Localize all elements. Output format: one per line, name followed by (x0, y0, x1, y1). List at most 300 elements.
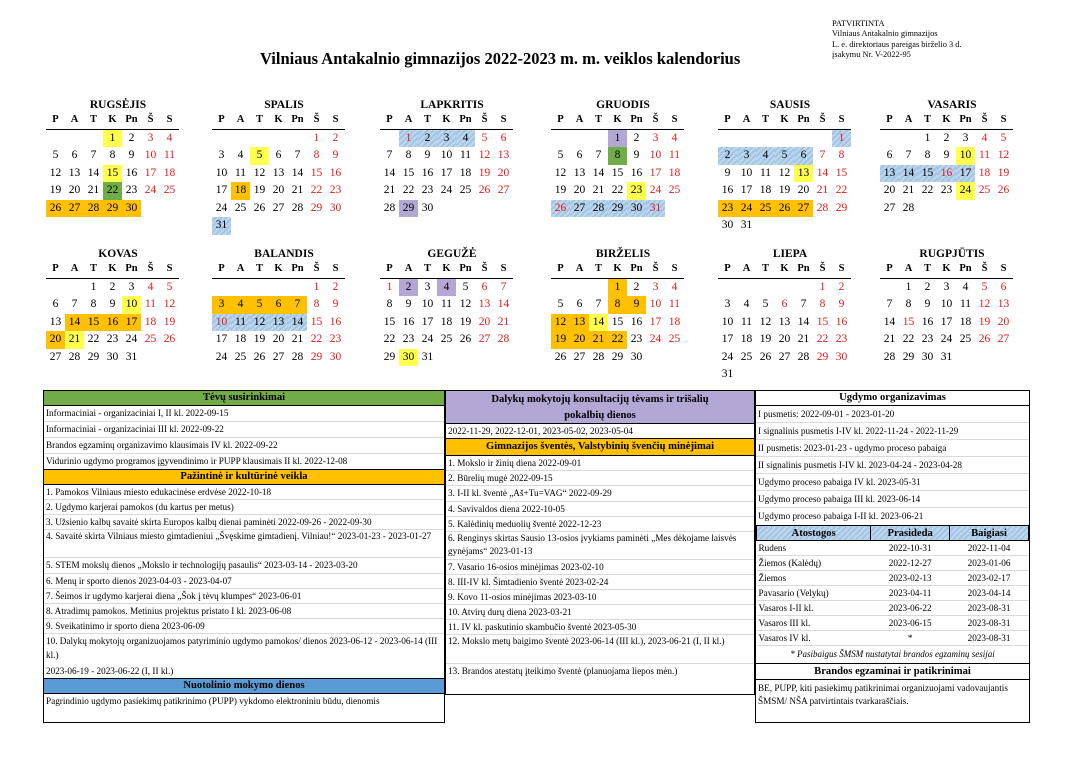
day-cell: 7 (90, 149, 97, 161)
day-cell: 15 (402, 166, 415, 179)
parent-meeting-item: Vidurinio ugdymo programos įgyvendinimo ir PUPP klausimais II kl. 2022-12-08 (44, 454, 444, 470)
day-cell: 27 (272, 350, 285, 363)
day-cell: 22 (310, 333, 323, 345)
day-cell: 12 (997, 149, 1010, 161)
day-cell: 23 (125, 184, 138, 196)
weekday-header: Š (475, 112, 494, 130)
vacation-start: * (871, 631, 950, 646)
day-cell: 12 (778, 166, 791, 179)
day-cell: 20 (272, 184, 285, 196)
cultural-activity-item: 4. Savaitė skirta Vilniaus miesto gimtadieniui „Švęskime gimtadienį. Vilniau!“ 2023-01-23 - 2023-01-27 (44, 530, 444, 558)
day-cell: 22 (87, 333, 100, 345)
empty-day-cell (65, 130, 84, 148)
weekday-header: Pn (956, 261, 975, 279)
day-cell: 15 (835, 166, 848, 179)
day-cell: 29 (310, 201, 323, 214)
weekday-header: P (880, 261, 899, 279)
month-calendar (380, 98, 530, 217)
weekday-header: A (231, 112, 250, 130)
empty-day-cell (880, 279, 899, 297)
day-cell: 2 (924, 280, 931, 293)
vacation-start: 2022-12-27 (871, 556, 950, 571)
day-cell: 21 (797, 333, 810, 345)
day-cell: 3 (424, 280, 431, 293)
weekday-header: A (399, 112, 418, 130)
celebration-item: 6. Renginys skirtas Sausio 13-osios įvykiams paminėti „Mes dėkojame laisvės gynėjams“ 2023-01-13 (446, 532, 754, 560)
weekday-header: P (551, 261, 570, 279)
celebration-item: 12. Mokslo metų baigimo šventė 2023-06-14 (III kl.), 2023-06-21 (I, II kl.) (446, 635, 754, 664)
day-cell: 21 (65, 331, 84, 349)
month-grid (380, 261, 530, 366)
day-cell: 27 (883, 201, 896, 214)
weekday-header: S (994, 112, 1013, 130)
day-cell: 7 (288, 296, 307, 314)
weekday-header: K (269, 112, 288, 130)
weekday-header: Pn (288, 261, 307, 279)
day-cell: 14 (883, 315, 896, 328)
empty-day-cell (589, 130, 608, 148)
day-cell: 10 (721, 315, 734, 328)
day-cell: 13 (570, 314, 589, 332)
day-cell: 4 (166, 131, 173, 144)
weekday-header: K (103, 112, 122, 130)
day-cell: 12 (554, 166, 567, 179)
day-cell: 15 (310, 315, 323, 328)
vacation-start: 2023-02-13 (871, 571, 950, 586)
remote-learning-header: Nuotolinio mokymo dienos (44, 679, 444, 694)
day-cell: 25 (756, 200, 775, 218)
day-cell: 5 (1000, 131, 1007, 144)
day-cell: 16 (421, 166, 434, 179)
day-cell: 11 (759, 166, 772, 179)
day-cell: 24 (421, 333, 434, 345)
day-cell: 25 (668, 333, 681, 345)
empty-day-cell (570, 279, 589, 297)
day-cell: 31 (421, 350, 434, 363)
cultural-activity-item: 9. Sveikatinimo ir sporto diena 2023-06-09 (44, 619, 444, 634)
empty-day-cell (813, 130, 832, 148)
day-cell: 10 (956, 147, 975, 165)
empty-day-cell (775, 130, 794, 148)
day-cell: 30 (122, 200, 141, 218)
day-cell: 29 (608, 200, 627, 218)
empty-day-cell (570, 130, 589, 148)
day-cell: 29 (383, 350, 396, 363)
weekday-header: S (494, 112, 513, 130)
month-calendar (551, 98, 701, 217)
day-cell: 9 (109, 298, 116, 310)
day-cell: 5 (166, 280, 173, 293)
empty-day-cell (551, 279, 570, 297)
day-cell: 8 (313, 298, 320, 310)
day-cell: 1 (905, 280, 912, 293)
vacation-end: 2023-08-31 (950, 631, 1029, 646)
empty-day-cell (46, 130, 65, 148)
vacation-name: Rudens (757, 541, 871, 556)
day-cell: 14 (797, 315, 810, 328)
day-cell: 2 (418, 130, 437, 148)
middle-info-panel (445, 390, 755, 695)
weekday-header: Š (141, 112, 160, 130)
day-cell: 8 (905, 298, 912, 310)
weekday-header: S (832, 261, 851, 279)
vacation-start: 2023-04-11 (871, 586, 950, 601)
day-cell: 13 (573, 166, 586, 179)
day-cell: 19 (163, 315, 176, 328)
exams-text: BE, PUPP, kiti pasiekimų patikrinimai organizuojami vadovaujantis ŠMSM/ NŠA patvirtintais tvarkaraščiais. (758, 683, 1008, 706)
day-cell: 6 (576, 149, 583, 161)
empty-day-cell (269, 279, 288, 297)
day-cell: 24 (721, 350, 734, 363)
day-cell: 8 (608, 147, 627, 165)
vacation-end: 2022-11-04 (950, 541, 1029, 556)
day-cell: 18 (231, 182, 250, 200)
day-cell: 23 (329, 184, 342, 196)
day-cell: 6 (781, 298, 788, 310)
day-cell: 13 (778, 315, 791, 328)
weekday-header: Pn (456, 112, 475, 130)
weekday-header: T (418, 112, 437, 130)
day-cell: 7 (386, 149, 393, 161)
day-cell: 6 (1000, 280, 1007, 293)
empty-day-cell (794, 130, 813, 148)
empty-day-cell (737, 279, 756, 297)
day-cell: 14 (816, 166, 829, 179)
day-cell: 4 (962, 280, 969, 293)
day-cell: 17 (740, 184, 753, 196)
day-cell: 17 (215, 184, 228, 196)
day-cell: 3 (218, 149, 225, 161)
day-cell: 4 (671, 280, 678, 293)
day-cell: 6 (71, 149, 78, 161)
month-name: SPALIS (264, 99, 304, 111)
day-cell: 23 (329, 333, 342, 345)
day-cell: 13 (497, 149, 510, 161)
day-cell: 24 (940, 333, 953, 345)
day-cell: 12 (478, 149, 491, 161)
day-cell: 16 (329, 166, 342, 179)
weekday-header: A (65, 261, 84, 279)
month-name: RUGPJŪTIS (919, 248, 985, 260)
vacation-row (757, 556, 1029, 571)
day-cell: 2 (718, 147, 737, 165)
weekday-header: K (775, 261, 794, 279)
empty-day-cell (899, 130, 918, 148)
celebration-item: 8. III-IV kl. Šimtadienio šventė 2023-02-24 (446, 575, 754, 590)
weekday-header: K (608, 261, 627, 279)
day-cell: 7 (886, 298, 893, 310)
day-cell: 12 (551, 314, 570, 332)
cultural-activity-item: 2. Ugdymo karjerai pamokos (du kartus per metus) (44, 500, 444, 515)
day-cell: 5 (52, 149, 59, 161)
weekday-header: T (589, 261, 608, 279)
day-cell: 29 (310, 350, 323, 363)
day-cell: 3 (737, 147, 756, 165)
month-name: RUGSĖJIS (89, 99, 147, 111)
day-cell: 23 (421, 184, 434, 196)
day-cell: 20 (573, 184, 586, 196)
day-cell: 17 (649, 315, 662, 328)
month-grid (380, 112, 530, 217)
weekday-header: Š (813, 261, 832, 279)
day-cell: 5 (462, 280, 469, 293)
day-cell: 4 (437, 279, 456, 297)
weekday-header: Š (975, 112, 994, 130)
day-cell: 18 (978, 166, 991, 179)
day-cell: 6 (500, 131, 507, 144)
day-cell: 22 (383, 333, 396, 345)
day-cell: 11 (668, 298, 681, 310)
day-cell: 14 (65, 314, 84, 332)
empty-day-cell (718, 279, 737, 297)
day-cell: 5 (557, 149, 564, 161)
empty-day-cell (794, 279, 813, 297)
day-cell: 26 (759, 350, 772, 363)
day-cell: 27 (573, 350, 586, 363)
day-cell: 11 (163, 149, 176, 161)
day-cell: 31 (721, 368, 734, 380)
vacations-col-header: Baigiasi (950, 526, 1029, 541)
day-cell: 8 (405, 149, 412, 161)
weekday-header: K (269, 261, 288, 279)
day-cell: 27 (272, 201, 285, 214)
day-cell: 9 (627, 296, 646, 314)
celebration-item: 2. Būrelių mugė 2022-09-15 (446, 471, 754, 486)
day-cell: 5 (481, 131, 488, 144)
month-grid (718, 261, 868, 384)
day-cell: 10 (144, 149, 157, 161)
day-cell: 25 (234, 201, 247, 214)
day-cell: 31 (940, 350, 953, 363)
approval-line: Vilniaus Antakalnio gimnazijos (832, 29, 938, 39)
exams-header: Brandos egzaminai ir patikrinimai (756, 664, 1029, 680)
day-cell: 30 (630, 350, 643, 363)
day-cell: 23 (718, 200, 737, 218)
day-cell: 31 (740, 219, 753, 231)
celebration-item: 5. Kalėdinių meduolių šventė 2022-12-23 (446, 517, 754, 532)
day-cell: 27 (570, 200, 589, 218)
day-cell: 19 (978, 315, 991, 328)
day-cell: 28 (883, 350, 896, 363)
day-cell: 15 (816, 315, 829, 328)
day-cell: 10 (940, 298, 953, 310)
day-cell: 12 (459, 298, 472, 310)
weekday-header: K (937, 261, 956, 279)
day-cell: 23 (627, 182, 646, 200)
celebration-item: 4. Savivaldos diena 2022-10-05 (446, 502, 754, 517)
empty-day-cell (551, 130, 570, 148)
day-cell: 26 (253, 350, 266, 363)
day-cell: 11 (959, 298, 972, 310)
weekday-header: Pn (288, 112, 307, 130)
month-calendar (718, 247, 868, 384)
day-cell: 22 (310, 184, 323, 196)
day-cell: 17 (122, 314, 141, 332)
weekday-header: T (250, 261, 269, 279)
day-cell: 14 (497, 298, 510, 310)
weekday-header: A (570, 112, 589, 130)
day-cell: 4 (456, 130, 475, 148)
month-grid (46, 261, 196, 366)
month-name: VASARIS (927, 99, 977, 111)
day-cell: 21 (291, 184, 304, 196)
weekday-header: P (551, 112, 570, 130)
day-cell: 4 (981, 131, 988, 144)
day-cell: 30 (399, 349, 418, 367)
day-cell: 21 (383, 184, 396, 196)
weekday-header: A (231, 261, 250, 279)
day-cell: 4 (237, 149, 244, 161)
weekday-header: Š (646, 112, 665, 130)
weekday-header: S (326, 261, 345, 279)
day-cell: 8 (386, 298, 393, 310)
empty-day-cell (380, 130, 399, 148)
empty-day-cell (46, 279, 65, 297)
day-cell: 10 (440, 149, 453, 161)
month-grid (880, 261, 1030, 366)
day-cell: 19 (997, 166, 1010, 179)
day-cell: 28 (797, 350, 810, 363)
day-cell: 18 (959, 315, 972, 328)
day-cell: 17 (215, 333, 228, 345)
day-cell: 14 (291, 166, 304, 179)
celebration-item: 7. Vasario 16-osios minėjimas 2023-02-10 (446, 560, 754, 575)
weekday-header: K (437, 112, 456, 130)
day-cell: 9 (924, 298, 931, 310)
weekday-header: P (380, 112, 399, 130)
day-cell: 16 (402, 315, 415, 328)
weekday-header: T (84, 112, 103, 130)
day-cell: 1 (386, 280, 393, 293)
day-cell: 10 (649, 149, 662, 161)
day-cell: 20 (68, 184, 81, 196)
vacation-end: 2023-04-14 (950, 586, 1029, 601)
weekday-header: T (589, 112, 608, 130)
day-cell: 5 (557, 298, 564, 310)
weekday-header: Pn (122, 261, 141, 279)
day-cell: 17 (940, 315, 953, 328)
day-cell: 3 (652, 131, 659, 144)
day-cell: 20 (883, 184, 896, 196)
day-cell: 30 (921, 350, 934, 363)
day-cell: 23 (921, 333, 934, 345)
weekday-header: P (212, 112, 231, 130)
day-cell: 28 (291, 350, 304, 363)
parent-meeting-item: Informaciniai - organizaciniai III kl. 2022-09-22 (44, 422, 444, 438)
day-cell: 23 (835, 333, 848, 345)
day-cell: 16 (835, 315, 848, 328)
day-cell: 23 (402, 333, 415, 345)
month-grid (212, 261, 362, 366)
month-name: LIEPA (772, 248, 808, 260)
left-info-panel (43, 390, 445, 723)
month-name: GEGUŽĖ (427, 248, 477, 260)
day-cell: 1 (399, 130, 418, 148)
empty-day-cell (250, 279, 269, 297)
month-calendar (212, 98, 362, 235)
day-cell: 20 (46, 331, 65, 349)
day-cell: 23 (630, 333, 643, 345)
day-cell: 17 (956, 165, 975, 183)
empty-day-cell (756, 130, 775, 148)
vacation-row (757, 586, 1029, 601)
vacations-header-row (757, 526, 1029, 541)
vacation-end: 2023-08-31 (950, 601, 1029, 616)
day-cell: 21 (87, 184, 100, 196)
weekday-header: P (718, 112, 737, 130)
month-calendar (880, 98, 1030, 217)
day-cell: 1 (924, 131, 931, 144)
day-cell: 21 (883, 333, 896, 345)
month-calendar (380, 247, 530, 366)
empty-day-cell (288, 279, 307, 297)
day-cell: 9 (405, 298, 412, 310)
month-grid (46, 112, 196, 217)
day-cell: 25 (740, 350, 753, 363)
day-cell: 3 (128, 280, 135, 293)
day-cell: 19 (49, 184, 62, 196)
day-cell: 26 (978, 333, 991, 345)
day-cell: 26 (478, 184, 491, 196)
weekday-header: P (212, 261, 231, 279)
day-cell: 22 (611, 184, 624, 196)
day-cell: 8 (90, 298, 97, 310)
day-cell: 17 (144, 166, 157, 179)
celebration-item: 3. I-II kl. šventė „Aš+Tu=VAG“ 2022-09-29 (446, 486, 754, 502)
month-calendar (880, 247, 1030, 366)
day-cell: 30 (329, 350, 342, 363)
empty-day-cell (756, 279, 775, 297)
day-cell: 29 (902, 350, 915, 363)
day-cell: 22 (608, 331, 627, 349)
day-cell: 22 (816, 333, 829, 345)
day-cell: 7 (294, 149, 301, 161)
day-cell: 16 (630, 315, 643, 328)
day-cell: 21 (592, 184, 605, 196)
day-cell: 14 (288, 314, 307, 332)
day-cell: 10 (740, 166, 753, 179)
day-cell: 25 (144, 333, 157, 345)
day-cell: 13 (880, 165, 899, 183)
day-cell: 22 (902, 333, 915, 345)
day-cell: 30 (835, 350, 848, 363)
day-cell: 26 (163, 333, 176, 345)
day-cell: 12 (163, 298, 176, 310)
day-cell: 14 (383, 166, 396, 179)
day-cell: 24 (956, 182, 975, 200)
weekday-header: A (570, 261, 589, 279)
day-cell: 30 (106, 350, 119, 363)
day-cell: 6 (886, 149, 893, 161)
weekday-header: T (756, 261, 775, 279)
day-cell: 9 (633, 149, 640, 161)
day-cell: 25 (978, 184, 991, 196)
weekday-header: A (899, 112, 918, 130)
day-cell: 9 (838, 298, 845, 310)
vacation-name: Žiemos (757, 571, 871, 586)
weekday-header: T (918, 261, 937, 279)
organization-header: Ugdymo organizavimas (756, 391, 1029, 406)
weekday-header: A (737, 112, 756, 130)
day-cell: 4 (147, 280, 154, 293)
vacation-row (757, 571, 1029, 586)
day-cell: 24 (440, 184, 453, 196)
day-cell: 13 (478, 298, 491, 310)
day-cell: 3 (212, 296, 231, 314)
weekday-header: Š (307, 261, 326, 279)
day-cell: 3 (147, 131, 154, 144)
day-cell: 30 (421, 201, 434, 214)
